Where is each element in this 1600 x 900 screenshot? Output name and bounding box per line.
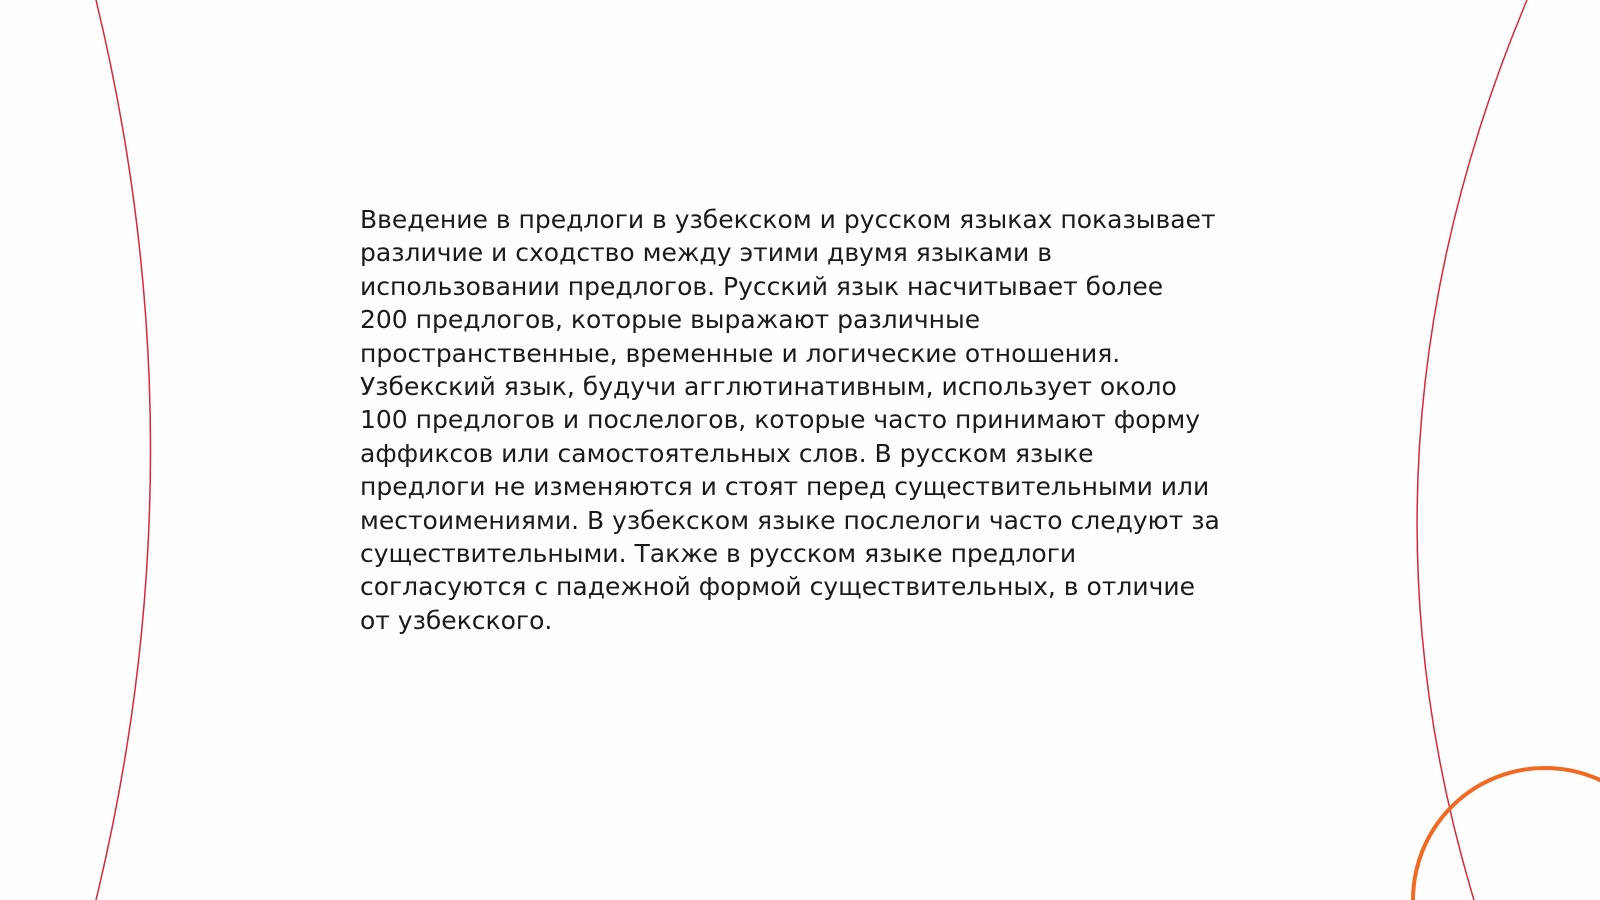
accent-circle: [1413, 768, 1600, 900]
left-curve-line: [96, 0, 151, 900]
right-curve-line: [1417, 0, 1527, 900]
slide-body-text: Введение в предлоги в узбекском и русском языках показывает различие и сходство между этими двумя языками в использовании предлогов. Русский язык насчитывает более 200 предлогов, которые выражают различные пространственные, временные и логические отношения. Узбекский язык, будучи агглютинативным, использует около 100 предлогов и послелогов, которые часто принимают форму аффиксов или самостоятельных слов. В русском языке предлоги не изменяются и стоят перед существительными или местоимениями. В узбекском языке послелоги часто следуют за существительными. Также в русском языке предлоги согласуются с падежной формой существительных, в отличие от узбекского.: [360, 205, 1220, 635]
